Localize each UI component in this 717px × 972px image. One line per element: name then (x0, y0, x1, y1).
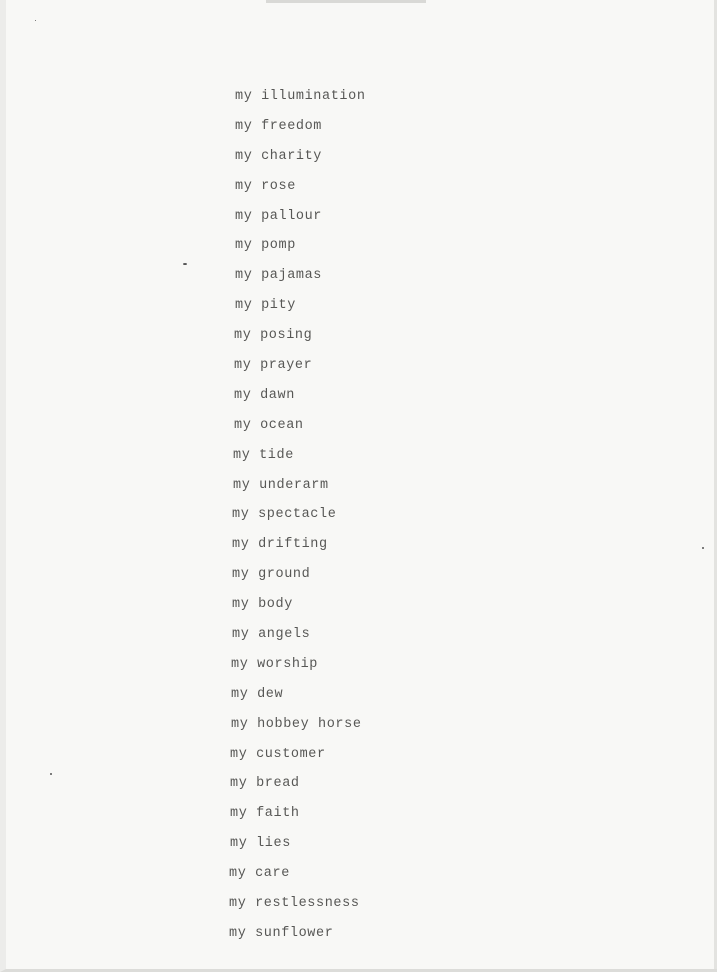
poem-line: my drifting (232, 537, 328, 553)
poem-line: my pallour (235, 208, 323, 224)
poem-line: my prayer (234, 358, 313, 374)
poem-line: my ground (232, 567, 311, 583)
poem-line: my charity (235, 148, 323, 164)
poem-line: my posing (234, 328, 313, 344)
poem-line: my underarm (233, 477, 329, 493)
poem-line: my pomp (235, 238, 296, 254)
poem-line: my faith (230, 806, 300, 822)
scan-edge-shadow (266, 0, 426, 3)
ink-speck (35, 20, 36, 21)
poem-line: my tide (233, 447, 294, 463)
poem-line: my pajamas (235, 268, 323, 284)
poem-line: my care (229, 866, 290, 882)
poem (6, 84, 717, 951)
poem-line: my illumination (235, 89, 366, 104)
poem-line: my restlessness (229, 896, 360, 912)
poem-line: my customer (230, 746, 326, 762)
poem-line: my worship (231, 656, 319, 672)
poem-line: my rose (235, 178, 296, 194)
poem-line: my sunflower (229, 925, 334, 941)
poem-line: my body (232, 597, 293, 613)
poem-line: my lies (230, 836, 291, 852)
poem-line: my pity (235, 298, 296, 314)
poem-line: my hobbey horse (231, 716, 362, 732)
poem-line: my freedom (235, 118, 323, 134)
poem-line: my bread (230, 776, 300, 792)
poem-line: my spectacle (232, 507, 337, 523)
poem-line: my dawn (234, 387, 295, 403)
poem-line: my dew (231, 686, 284, 702)
poem-line: my ocean (234, 417, 304, 433)
poem-line: my angels (232, 627, 311, 643)
